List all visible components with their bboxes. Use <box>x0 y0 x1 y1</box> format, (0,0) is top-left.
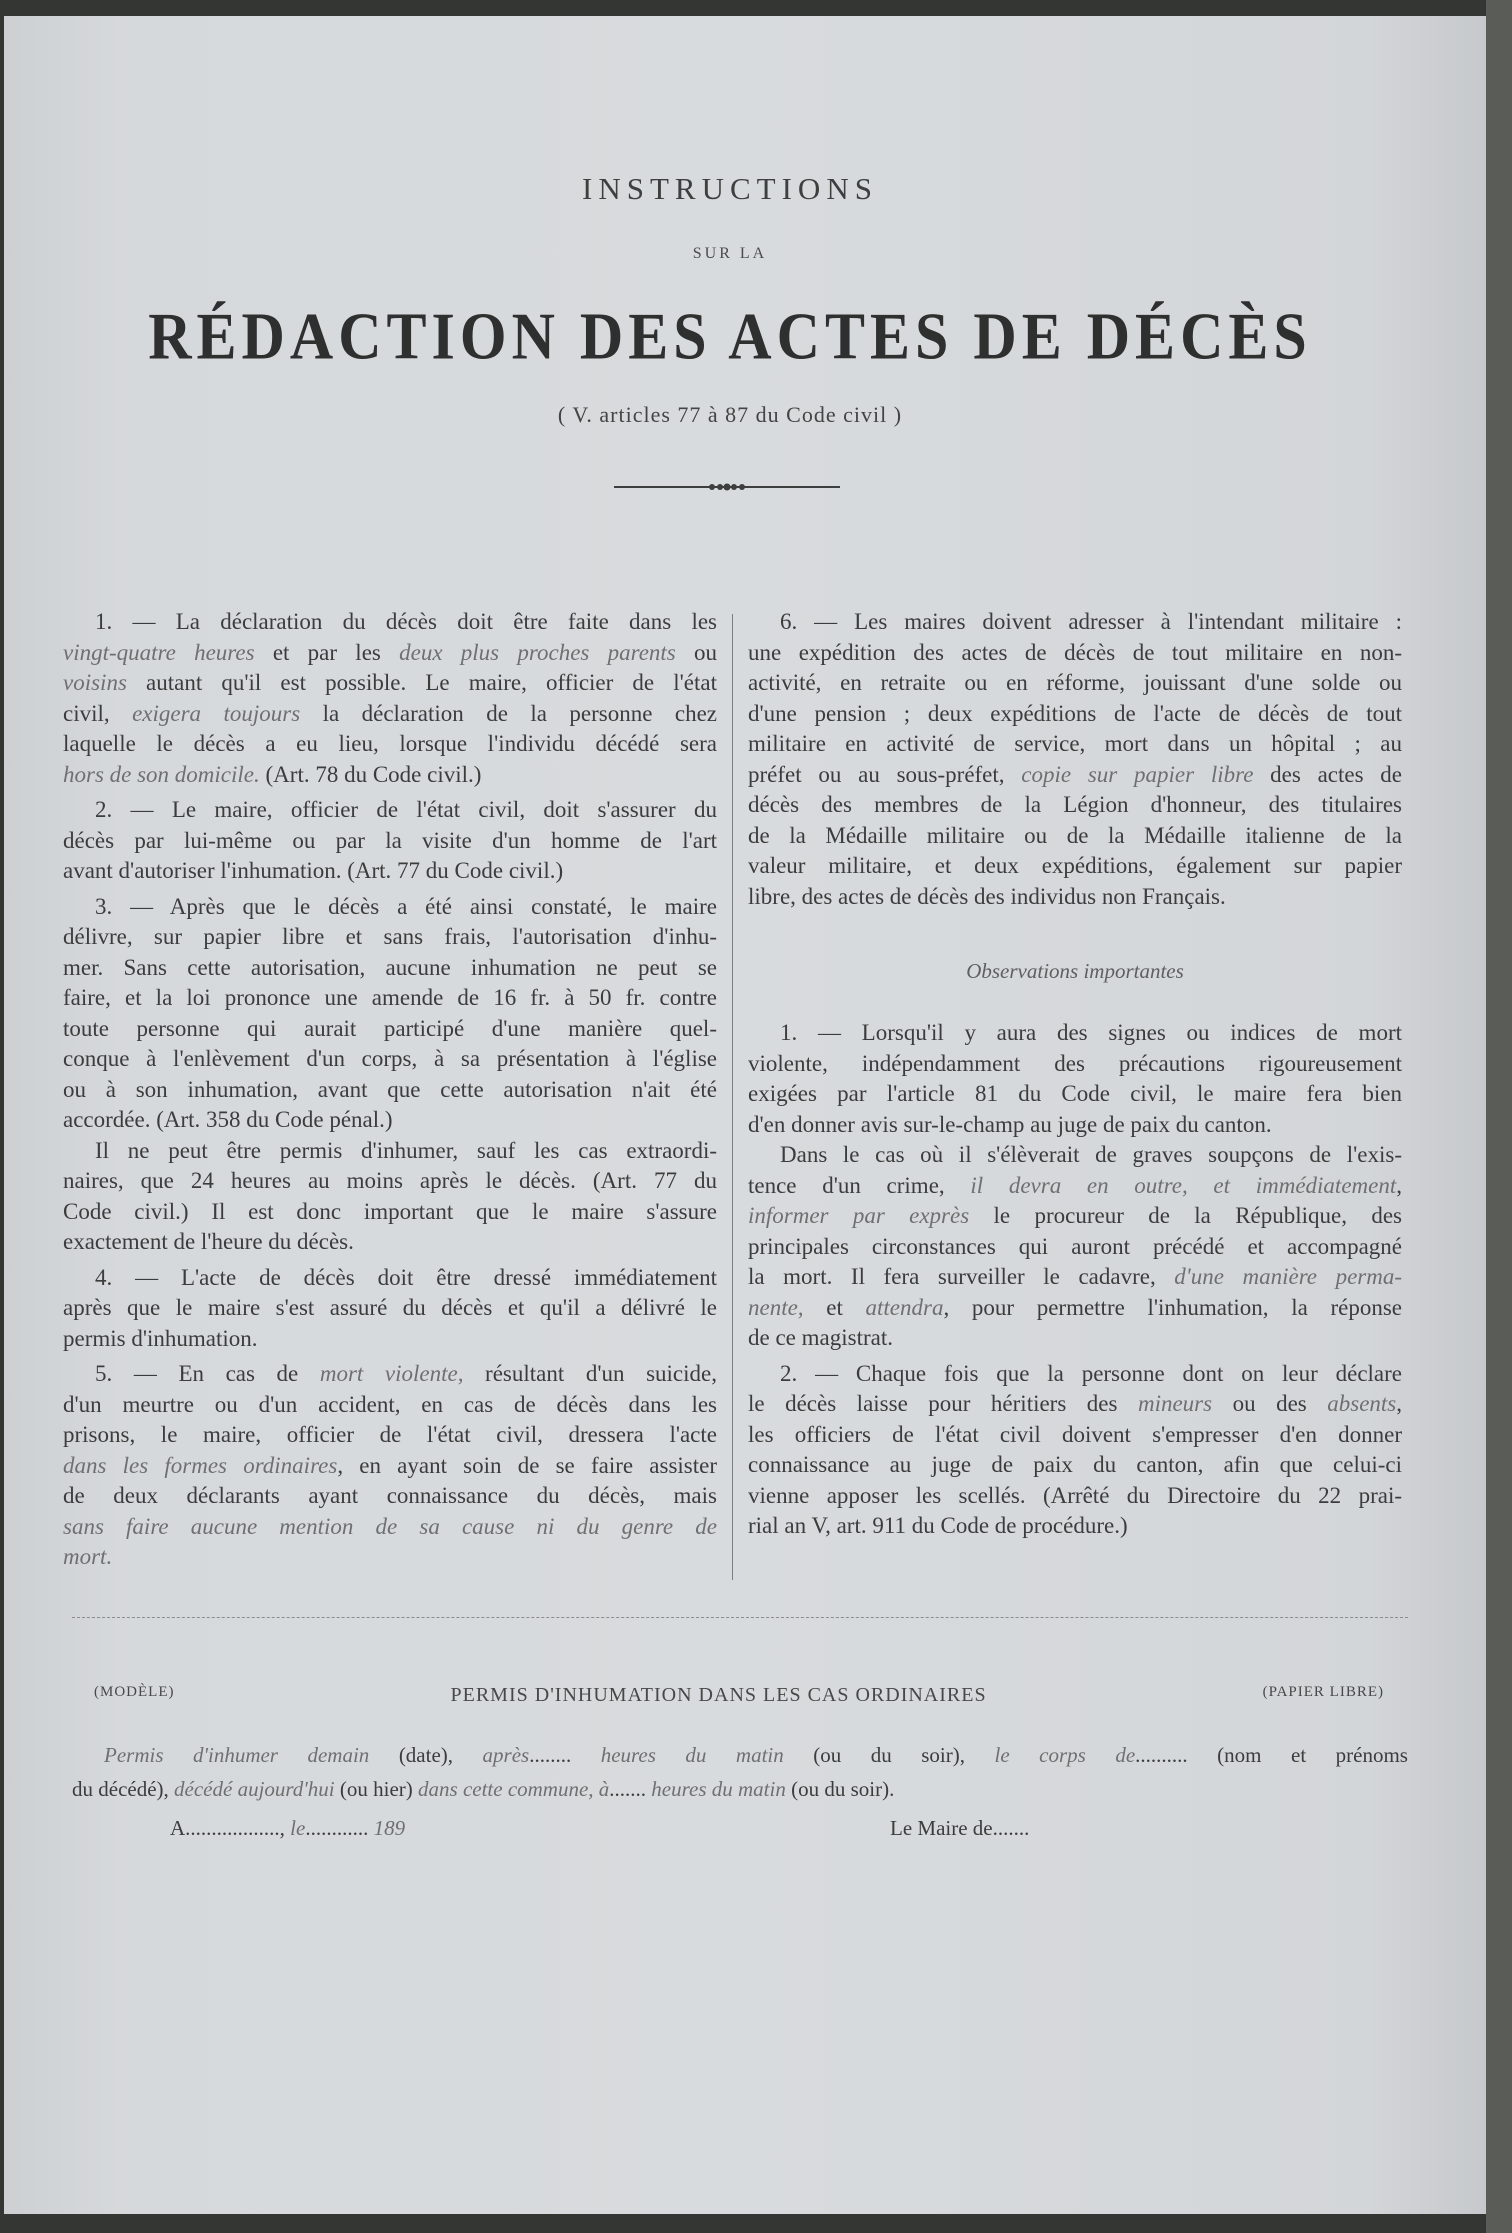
text-line <box>63 856 717 887</box>
text: et par les <box>254 639 400 665</box>
text: de deux déclarants ayant connaissance du décès, mais <box>63 1483 717 1508</box>
text-line <box>63 1542 717 1573</box>
text: des actes de <box>1253 761 1402 787</box>
text: 2. — Chaque fois que la personne dont on leur déclare <box>780 1360 1402 1386</box>
text-line <box>748 1232 1402 1263</box>
text: la mort. Il fera surveiller le cadavre, <box>748 1264 1175 1289</box>
form-title: PERMIS D'INHUMATION DANS LES CAS ORDINAIRES <box>450 1684 987 1706</box>
text-line <box>63 760 717 791</box>
paragraph <box>63 1136 717 1258</box>
mayor-signature: Le Maire de....... <box>890 1816 1030 1840</box>
text: (ou du soir), <box>783 1743 995 1767</box>
text: résultant d'un suicide, <box>463 1361 717 1386</box>
text: exigées par l'article 81 du Code civil, le maire fera bien <box>748 1081 1402 1106</box>
text: , <box>1396 1391 1402 1416</box>
text-line <box>63 699 717 730</box>
text-line <box>748 882 1402 913</box>
section-heading: Observations importantes <box>966 959 1184 983</box>
paragraph <box>748 1018 1402 1140</box>
column-divider <box>732 614 733 1580</box>
italic-text: heures du matin <box>651 1777 786 1801</box>
paragraph <box>63 607 717 790</box>
text-line <box>63 1420 717 1451</box>
paragraph <box>748 607 1402 912</box>
text-line <box>63 1451 717 1482</box>
text-line <box>748 760 1402 791</box>
italic-text: mineurs <box>1137 1391 1213 1416</box>
text: vienne apposer les scellés. (Arrêté du Directoire du 22 prai- <box>748 1482 1402 1508</box>
model-label: (MODÈLE) <box>94 1684 175 1700</box>
text: du décédé), <box>72 1777 175 1801</box>
text: 1. — La déclaration du décès doit être faite dans les <box>95 609 717 634</box>
text: ou des <box>1212 1391 1328 1416</box>
text-line <box>748 1110 1402 1141</box>
text: (Art. 78 du Code civil.) <box>259 761 482 787</box>
page-edge <box>1486 0 1512 2233</box>
text-line <box>63 795 717 826</box>
text-line <box>63 1390 717 1421</box>
text-line <box>748 1389 1402 1420</box>
text: valeur militaire, et deux expéditions, également sur papier <box>748 853 1402 878</box>
text-line <box>63 729 717 760</box>
text-line <box>748 1140 1402 1171</box>
paper-label: (PAPIER LIBRE) <box>1262 1684 1384 1700</box>
text-line <box>748 699 1402 730</box>
place-blank: A.................., <box>170 1816 291 1840</box>
title-instructions: INSTRUCTIONS <box>582 171 878 206</box>
text-line <box>748 1323 1402 1354</box>
text-line <box>748 1481 1402 1512</box>
text-line <box>748 790 1402 821</box>
text-line <box>63 953 717 984</box>
italic-text: dans cette commune, à <box>418 1777 610 1801</box>
subtitle-code-reference: ( V. articles 77 à 87 du Code civil ) <box>557 402 903 427</box>
form-header <box>94 1684 1384 1707</box>
text: laquelle le décès a eu lieu, lorsque l'individu décédé sera <box>63 731 717 756</box>
text: décès par lui-même ou par la visite d'un homme de l'art <box>63 827 717 853</box>
text: 4. — L'acte de décès doit être dressé immédiatement <box>95 1264 717 1290</box>
text: ........ <box>529 1743 601 1767</box>
text-line <box>63 607 717 638</box>
italic-text: Permis d'inhumer demain <box>104 1743 370 1767</box>
text: le procureur de la République, des <box>969 1203 1402 1228</box>
text-line <box>748 1511 1402 1542</box>
italic-text: sans faire aucune mention de sa cause ni du genre de <box>63 1513 717 1539</box>
italic-text: exigera toujours <box>132 700 301 726</box>
text-line <box>748 668 1402 699</box>
text: de la Médaille militaire ou de la Médaille italienne de la <box>748 822 1402 848</box>
date-label: le <box>290 1816 306 1840</box>
text: (ou hier) <box>334 1777 419 1801</box>
date-blank: ............ <box>305 1816 374 1840</box>
text: ....... <box>609 1777 652 1801</box>
page-title: RÉDACTION DES ACTES DE DÉCÈS <box>148 298 1312 373</box>
right-column <box>748 607 1402 1542</box>
title-sur-la: SUR LA <box>692 245 768 262</box>
italic-text: nente, <box>748 1294 804 1320</box>
text-line <box>63 1293 717 1324</box>
form-body <box>72 1738 1408 1806</box>
text: , en ayant soin de se faire assister <box>337 1452 717 1478</box>
italic-text: d'une manière perma- <box>1174 1264 1402 1289</box>
text-line <box>748 1359 1402 1390</box>
italic-text: il devra en outre, et immédiatement <box>970 1172 1397 1198</box>
text-line <box>748 1201 1402 1232</box>
italic-text: copie sur papier libre <box>1021 761 1254 787</box>
italic-text: voisins <box>63 670 127 695</box>
text: mer. Sans cette autorisation, aucune inhumation ne peut se <box>63 954 717 980</box>
text-line <box>63 638 717 669</box>
form-signature-place <box>170 1816 405 1841</box>
text-line <box>748 1049 1402 1080</box>
italic-text: attendra <box>865 1294 944 1320</box>
text-line <box>748 638 1402 669</box>
text: conque à l'enlèvement d'un corps, à sa présentation à l'église <box>63 1046 717 1071</box>
text-line <box>748 1293 1402 1324</box>
text: Dans le cas où il s'élèverait de graves soupçons de l'exis- <box>780 1142 1402 1167</box>
text-line <box>72 1738 1408 1772</box>
italic-text: le corps de <box>994 1743 1136 1767</box>
text-line <box>63 1044 717 1075</box>
italic-text: mort. <box>63 1544 113 1569</box>
italic-text: heures du matin <box>600 1743 784 1767</box>
paragraph <box>63 892 717 1136</box>
text-line <box>748 1262 1402 1293</box>
text: et <box>803 1294 866 1320</box>
text-line <box>63 892 717 923</box>
text-line <box>63 1136 717 1167</box>
italic-text: mort violente, <box>319 1361 464 1386</box>
text: décès des membres de la Légion d'honneur, des titulaires <box>748 792 1402 817</box>
text-line <box>63 1014 717 1045</box>
text-line <box>63 1512 717 1543</box>
text: après que le maire s'est assuré du décès et qu'il a délivré le <box>63 1295 717 1320</box>
text: 1. — Lorsqu'il y aura des signes ou indices de mort <box>780 1020 1402 1045</box>
italic-text: hors de son domicile. <box>63 761 260 787</box>
year-label: 189 <box>373 1816 406 1840</box>
text-line <box>63 1075 717 1106</box>
text: délivre, sur papier libre et sans frais, l'autorisation d'inhu- <box>63 924 717 949</box>
text-line <box>748 821 1402 852</box>
text: d'en donner avis sur-le-champ au juge de paix du canton. <box>748 1111 1272 1137</box>
text-line <box>63 1263 717 1294</box>
text-line <box>748 1079 1402 1110</box>
text: militaire en activité de service, mort dans un hôpital ; au <box>748 731 1402 756</box>
text: les officiers de l'état civil doivent s'empresser d'en donner <box>748 1421 1402 1447</box>
text-line <box>63 983 717 1014</box>
italic-text: après <box>482 1743 530 1767</box>
text-line <box>63 1324 717 1355</box>
text: principales circonstances qui auront précédé et accompagné <box>748 1233 1402 1259</box>
text: libre, des actes de décès des individus non Français. <box>748 883 1226 909</box>
paragraph <box>63 795 717 887</box>
text-line <box>63 668 717 699</box>
text-line <box>63 826 717 857</box>
text: 3. — Après que le décès a été ainsi constaté, le maire <box>95 893 717 919</box>
text-line <box>748 1018 1402 1049</box>
text-line <box>63 1197 717 1228</box>
text: rial an V, art. 911 du Code de procédure.) <box>748 1513 1128 1538</box>
text-line <box>748 607 1402 638</box>
text-line <box>748 1420 1402 1451</box>
text: exactement de l'heure du décès. <box>63 1229 354 1254</box>
paragraph <box>63 1263 717 1355</box>
text: permis d'inhumation. <box>63 1325 258 1351</box>
text: la déclaration de la personne chez <box>300 700 717 726</box>
text-line <box>63 1105 717 1136</box>
italic-text: absents <box>1327 1391 1397 1416</box>
text: avant d'autoriser l'inhumation. (Art. 77 du Code civil.) <box>63 858 564 883</box>
left-column <box>63 607 717 1573</box>
text: 6. — Les maires doivent adresser à l'intendant militaire : <box>780 609 1402 634</box>
text: ou <box>675 639 718 665</box>
text: civil, <box>63 700 133 726</box>
text: activité, en retraite ou en réforme, jouissant d'une solde ou <box>748 670 1402 695</box>
text-line <box>63 1166 717 1197</box>
italic-text: deux plus proches parents <box>399 639 676 665</box>
text: le décès laisse pour héritiers des <box>748 1391 1138 1416</box>
text: tence d'un crime, <box>748 1172 971 1198</box>
text: Code civil.) Il est donc important que le maire s'assure <box>63 1198 717 1224</box>
text: (ou du soir). <box>785 1777 895 1801</box>
text: (date), <box>369 1743 483 1767</box>
text: ou à son inhumation, avant que cette autorisation n'ait été <box>63 1076 717 1102</box>
text: 5. — En cas de <box>95 1361 320 1386</box>
text: connaissance au juge de paix du canton, afin que celui-ci <box>748 1452 1402 1477</box>
text: accordée. (Art. 358 du Code pénal.) <box>63 1107 393 1132</box>
text: , pour permettre l'inhumation, la réponse <box>943 1294 1402 1320</box>
text-line <box>72 1772 1408 1806</box>
paragraph <box>748 1359 1402 1542</box>
text-line <box>748 1450 1402 1481</box>
paragraph <box>63 1359 717 1573</box>
italic-text: décédé aujourd'hui <box>174 1777 335 1801</box>
ornament-divider-icon <box>614 480 840 494</box>
text-line <box>63 1227 717 1258</box>
text: prisons, le maire, officier de l'état civil, dressera l'acte <box>63 1422 717 1447</box>
paragraph <box>748 1140 1402 1354</box>
section-rule <box>72 1617 1408 1618</box>
text-line <box>748 729 1402 760</box>
text: autant qu'il est possible. Le maire, officier de l'état <box>126 670 717 695</box>
text: , <box>1396 1172 1402 1198</box>
text: une expédition des actes de décès de tout militaire en non- <box>748 639 1402 665</box>
italic-text: vingt-quatre heures <box>63 639 255 665</box>
text-line <box>748 1171 1402 1202</box>
italic-text: dans les formes ordinaires <box>63 1452 338 1478</box>
italic-text: informer par exprès <box>748 1203 970 1228</box>
text: .......... (nom et prénoms <box>1135 1743 1408 1767</box>
text: Il ne peut être permis d'inhumer, sauf les cas extraordi- <box>95 1137 717 1163</box>
text: faire, et la loi prononce une amende de 16 fr. à 50 fr. contre <box>63 985 717 1010</box>
text-line <box>63 922 717 953</box>
text: toute personne qui aurait participé d'une manière quel- <box>63 1015 717 1041</box>
text-line <box>63 1359 717 1390</box>
text: 2. — Le maire, officier de l'état civil, doit s'assurer du <box>95 797 717 822</box>
text: d'une pension ; deux expéditions de l'acte de décès de tout <box>748 700 1402 726</box>
text-line <box>63 1481 717 1512</box>
text: naires, que 24 heures au moins après le décès. (Art. 77 du <box>63 1168 717 1193</box>
text: préfet ou au sous-préfet, <box>748 761 1022 787</box>
text: d'un meurtre ou d'un accident, en cas de décès dans les <box>63 1391 717 1417</box>
document-page <box>4 16 1486 2214</box>
text: violente, indépendamment des précautions rigoureusement <box>748 1050 1402 1076</box>
text-line <box>748 851 1402 882</box>
text: de ce magistrat. <box>748 1325 893 1350</box>
